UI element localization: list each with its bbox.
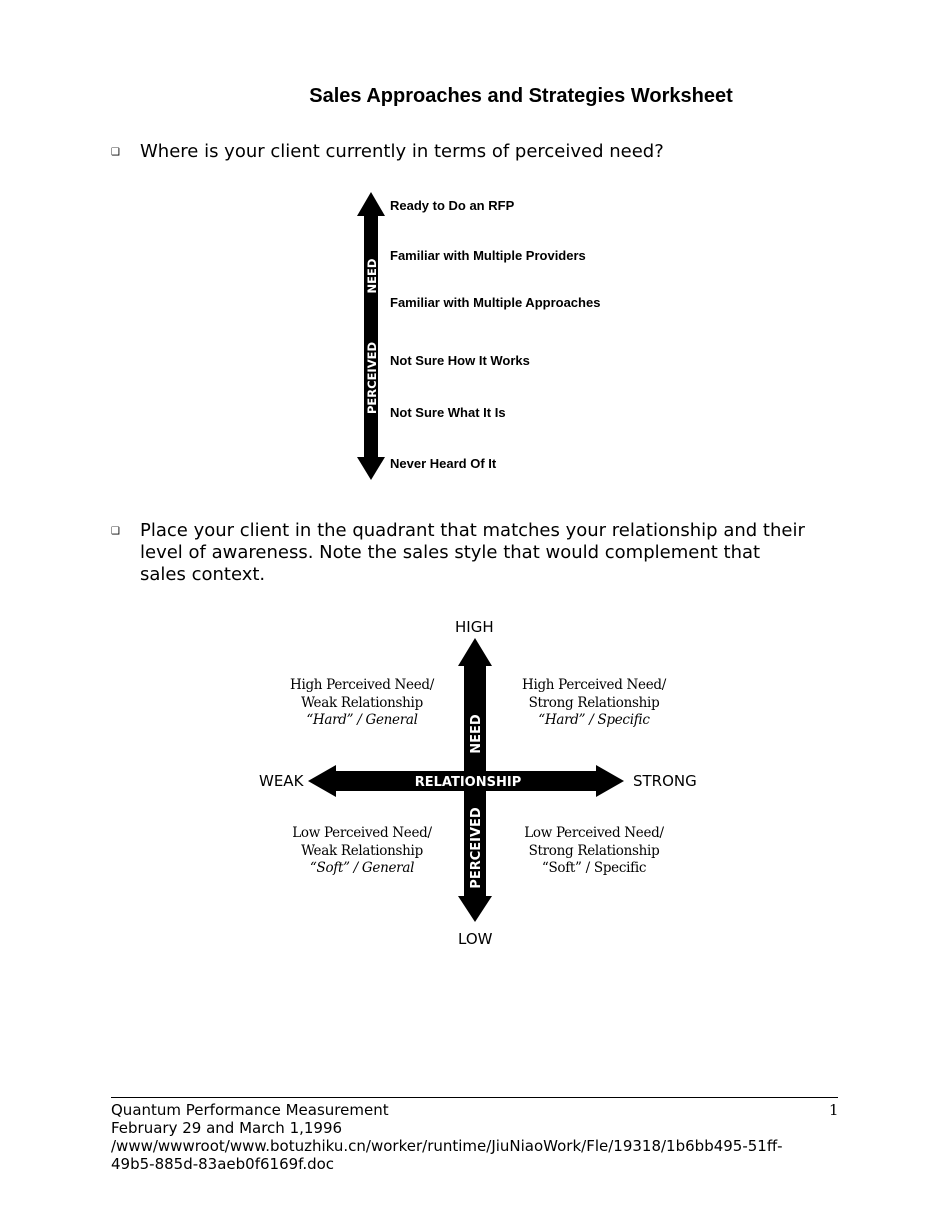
quadrant-line: Strong Relationship bbox=[528, 694, 660, 711]
quadrant-line: Weak Relationship bbox=[301, 842, 423, 859]
quadrant-line: High Perceived Need/ bbox=[289, 677, 435, 693]
quadrant-line: High Perceived Need/ bbox=[521, 677, 667, 693]
axis-label-low: LOW bbox=[458, 930, 493, 948]
need-level: Familiar with Multiple Approaches bbox=[390, 295, 601, 310]
quadrant-style bbox=[262, 860, 462, 878]
quadrant-bottom-left bbox=[262, 825, 462, 878]
footer-path: 49b5-885d-83aeb0f6169f.doc bbox=[111, 1155, 335, 1173]
quadrant-top-left bbox=[262, 677, 462, 730]
quadrant-style bbox=[494, 712, 694, 730]
footer bbox=[111, 1101, 838, 1173]
page-title: Sales Approaches and Strategies Worksheet bbox=[309, 85, 733, 107]
quadrant-top-right bbox=[494, 677, 694, 730]
arrow-label-perceived: PERCEIVED bbox=[365, 341, 379, 415]
relationship-label: RELATIONSHIP bbox=[414, 775, 522, 790]
need-level: Familiar with Multiple Providers bbox=[390, 248, 586, 263]
perceived-need-arrow bbox=[355, 192, 387, 482]
quadrant-line: Strong Relationship bbox=[528, 842, 660, 859]
quadrant-style bbox=[494, 860, 694, 878]
axis-label-high: HIGH bbox=[455, 618, 494, 636]
bullet-icon: ❑ bbox=[111, 526, 120, 537]
question-perceived-need: Where is your client currently in terms of perceived need? bbox=[140, 141, 664, 162]
need-level: Not Sure How It Works bbox=[390, 353, 530, 368]
footer-rule bbox=[111, 1097, 838, 1098]
quadrant-line: Weak Relationship bbox=[301, 694, 423, 711]
quadrant-style-text: “Hard” / Specific bbox=[538, 712, 650, 728]
quadrant-line: Low Perceived Need/ bbox=[524, 825, 664, 841]
perceived-label: PERCEIVED bbox=[469, 807, 484, 889]
need-level: Ready to Do an RFP bbox=[390, 198, 515, 213]
footer-company: Quantum Performance Measurement bbox=[111, 1101, 389, 1119]
quadrant-bottom-right bbox=[494, 825, 694, 878]
footer-dates: February 29 and March 1,1996 bbox=[111, 1119, 343, 1137]
need-level: Not Sure What It Is bbox=[390, 405, 506, 420]
question-line: sales context. bbox=[140, 564, 266, 585]
quadrant-style bbox=[262, 712, 462, 730]
bullet-icon: ❑ bbox=[111, 147, 120, 158]
quadrant-line: Low Perceived Need/ bbox=[292, 825, 432, 841]
axis-label-strong: STRONG bbox=[633, 772, 697, 790]
footer-path: /www/wwwroot/www.botuzhiku.cn/worker/runtime/JiuNiaoWork/Fle/19318/1b6bb495-51ff- bbox=[111, 1137, 783, 1155]
quadrant-style-text: “Soft” / Specific bbox=[541, 860, 647, 876]
arrow-label-need: NEED bbox=[365, 258, 379, 294]
question-quadrant bbox=[140, 520, 860, 586]
page-number: 1 bbox=[829, 1101, 839, 1119]
quadrant-style-text: “Hard” / General bbox=[306, 712, 418, 728]
need-level: Never Heard Of It bbox=[390, 456, 497, 471]
axis-label-weak: WEAK bbox=[259, 772, 304, 790]
question-line: Place your client in the quadrant that matches your relationship and their bbox=[140, 520, 805, 541]
need-label: NEED bbox=[469, 714, 484, 754]
question-line: level of awareness. Note the sales style that would complement that bbox=[140, 542, 761, 563]
quadrant-style-text: “Soft” / General bbox=[309, 860, 415, 876]
